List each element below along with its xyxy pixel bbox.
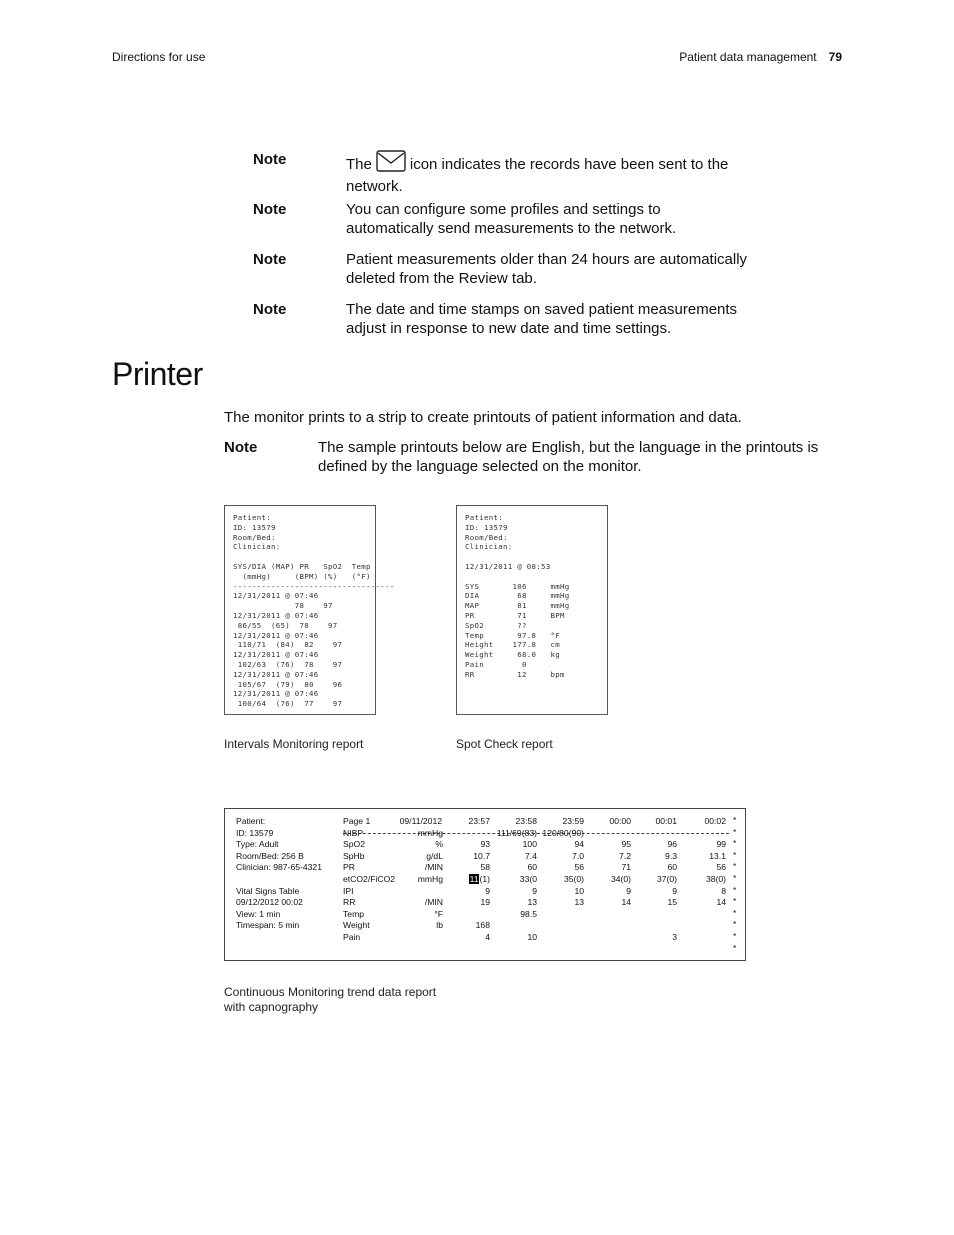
running-header-right: [679, 50, 842, 64]
data-cell: 13.1: [709, 850, 726, 861]
printout-line: 12/31/2011 @ 07:46: [233, 669, 319, 679]
note-label: Note: [253, 301, 287, 318]
data-cell: 10: [527, 932, 537, 942]
printout-line: Clinician:: [465, 542, 513, 552]
printout-text: [233, 513, 394, 709]
row-marker: *: [733, 931, 737, 941]
printout-line: 12/31/2011 @ 07:46: [233, 689, 319, 699]
data-cell: 7.2: [619, 850, 631, 861]
parameter-label: IPI: [343, 885, 354, 896]
running-header-left: Directions for use: [112, 50, 206, 64]
data-cell: 10.7: [473, 850, 490, 861]
patient-info-line: View: 1 min: [236, 908, 281, 919]
section-intro: The monitor prints to a strip to create printouts of patient information and data.: [224, 409, 742, 426]
patient-info-line: Vital Signs Table: [236, 885, 300, 896]
envelope-icon: [376, 150, 406, 177]
printout-line: Patient:: [465, 513, 503, 522]
unit-label: mmHg: [417, 874, 443, 884]
data-cell: 95: [621, 839, 631, 850]
data-cell: 35(0): [563, 874, 584, 884]
row-marker: *: [733, 919, 737, 930]
time-column-header: 23:59: [562, 816, 584, 826]
printout-line: Room/Bed:: [233, 532, 276, 542]
printout-line: Pain 0: [465, 659, 527, 669]
page-label: Page 1: [343, 816, 371, 826]
highlighted-value: 11: [469, 874, 479, 884]
note-label: Note: [224, 439, 258, 456]
data-cell: 9: [532, 885, 537, 896]
spot-check-report-printout: [456, 505, 608, 715]
data-cell: 93: [480, 839, 490, 850]
parameter-label: Weight: [343, 920, 370, 931]
note-text: The sample printouts below are English, but the language in the printouts is defined by the language selected on the monitor.: [318, 439, 819, 475]
row-marker: *: [733, 838, 737, 849]
spot-check-report-caption: Spot Check report: [456, 737, 553, 751]
unit-label: %: [435, 839, 443, 850]
value-remainder: (1): [479, 874, 490, 884]
data-cell: 37(0): [656, 874, 677, 884]
note-label: Note: [253, 251, 287, 268]
printout-line: SYS/DIA (MAP) PR SpO2 Temp: [233, 561, 371, 571]
printout-line: (mmHg) (BPM) (%) (°F): [233, 571, 371, 581]
data-cell: 111/69(83): [496, 827, 537, 838]
data-cell: 34(0): [610, 874, 631, 884]
data-cell: 7.4: [525, 850, 537, 861]
data-cell: 13: [527, 897, 537, 908]
unit-label: lb: [436, 920, 443, 931]
data-cell: 38(0): [705, 874, 726, 884]
printout-line: 78 97: [233, 601, 333, 611]
note-text: Patient measurements older than 24 hours are automatically deleted from the Review tab.: [346, 251, 748, 287]
data-cell: 9: [672, 885, 677, 896]
printout-line: SpO2 ??: [465, 620, 527, 630]
intervals-report-caption: Intervals Monitoring report: [224, 737, 364, 751]
printout-line: DIA 68 mmHg: [465, 591, 570, 601]
patient-info-line: Type: Adult: [236, 839, 279, 850]
data-cell: 168: [475, 920, 490, 931]
printout-line: [233, 552, 394, 562]
parameter-label: NIBP: [343, 827, 364, 838]
printout-line: 86/55 (65) 78 97: [233, 620, 338, 630]
page-number: 79: [828, 50, 842, 64]
row-marker: *: [733, 873, 737, 883]
note-text: The icon indicates the records have been sent to the network.: [346, 150, 728, 196]
note-text: You can configure some profiles and settings to automatically send measurements to the network.: [346, 201, 677, 237]
unit-label: /MIN: [424, 862, 443, 873]
printout-line: SYS 106 mmHg: [465, 581, 570, 591]
data-cell: 15: [667, 897, 677, 908]
printout-line: Height 177.8 cm: [465, 640, 560, 650]
data-cell: 58: [480, 862, 490, 873]
printout-line: 12/31/2011 @ 07:46: [233, 650, 319, 660]
note-auto-delete: [253, 250, 793, 290]
data-cell: 4: [485, 932, 490, 942]
printout-line: RR 12 bpm: [465, 669, 565, 679]
note-timestamps: [253, 300, 773, 340]
data-cell: 9: [626, 885, 631, 896]
trend-report-caption: Continuous Monitoring trend data report with capnography: [224, 985, 437, 1014]
printout-line: 110/71 (84) 82 97: [233, 640, 343, 650]
row-marker: *: [733, 896, 737, 907]
data-cell: 71: [621, 862, 631, 873]
printout-line: 100/64 (76) 77 97: [233, 699, 343, 709]
data-cell: 100: [522, 839, 537, 850]
section-title: Printer: [112, 356, 203, 392]
printout-line: 12/31/2011 @ 07:46: [233, 591, 319, 601]
data-cell: 94: [574, 839, 584, 850]
note-network-icon: [253, 150, 773, 195]
data-cell: 14: [621, 897, 631, 908]
row-marker: *: [733, 907, 737, 918]
time-column-header: 00:00: [609, 816, 631, 826]
unit-label: g/dL: [426, 850, 443, 861]
parameter-label: Temp: [343, 908, 365, 919]
data-cell: 56: [716, 862, 726, 873]
row-marker: *: [733, 942, 737, 953]
note-text: The date and time stamps on saved patient measurements adjust in response to new date and time settings.: [346, 301, 738, 337]
time-column-header: 23:58: [515, 816, 537, 826]
printout-line: Clinician:: [233, 542, 281, 552]
data-cell: 9: [485, 885, 490, 896]
printout-line: 102/63 (76) 78 97: [233, 659, 343, 669]
report-date: 09/11/2012: [399, 816, 442, 826]
printout-line: ----------------------------------: [233, 581, 395, 591]
time-column-header: 23:57: [468, 816, 490, 826]
trend-data-report-printout: [224, 808, 746, 961]
section-name: Patient data management: [679, 50, 817, 64]
note-label: Note: [253, 201, 287, 218]
data-cell: 98.5: [520, 908, 537, 919]
printout-line: [465, 572, 570, 582]
data-cell: 33(0: [519, 874, 537, 884]
note-auto-send: [253, 200, 773, 240]
data-cell: 60: [667, 862, 677, 873]
unit-label: °F: [434, 908, 443, 919]
printout-line: 105/67 (79) 80 96: [233, 679, 343, 689]
row-marker: *: [733, 849, 737, 860]
printout-line: 12/31/2011 @ 08:53: [465, 561, 551, 571]
note-language: [224, 438, 854, 478]
unit-label: /MIN: [424, 897, 443, 908]
data-cell: 60: [527, 862, 537, 873]
patient-info-line: Timespan: 5 min: [236, 920, 300, 931]
parameter-label: etCO2/FiCO2: [343, 874, 396, 884]
data-cell: 99: [716, 839, 726, 850]
time-column-header: 00:02: [704, 816, 726, 826]
parameter-label: RR: [343, 897, 356, 908]
data-cell: 3: [672, 932, 677, 942]
data-cell: 14: [716, 897, 726, 908]
patient-info-line: ID: 13579: [236, 827, 274, 838]
data-cell: 120/80(90): [542, 827, 584, 838]
row-marker: *: [733, 861, 737, 872]
data-cell: 19: [480, 897, 490, 908]
patient-info-line: Clinician: 987-65-4321: [236, 862, 322, 873]
printout-line: Temp 97.8 °F: [465, 630, 560, 640]
data-cell: 10: [574, 885, 584, 896]
row-marker: *: [733, 884, 737, 895]
data-cell: 8: [721, 885, 726, 896]
printout-line: 12/31/2011 @ 07:46: [233, 630, 319, 640]
parameter-label: SpHb: [343, 850, 365, 861]
intervals-report-printout: [224, 505, 395, 715]
printout-line: 12/31/2011 @ 07:46: [233, 610, 319, 620]
patient-info-line: Patient:: [236, 816, 266, 826]
row-marker: *: [733, 815, 737, 825]
data-cell: 7.0: [572, 850, 584, 861]
row-marker: *: [733, 826, 737, 837]
printout-line: Weight 68.0 kg: [465, 650, 560, 660]
printout-line: ID: 13579: [233, 522, 276, 532]
printout-line: ID: 13579: [465, 522, 508, 532]
parameter-label: PR: [343, 862, 355, 873]
data-cell: 13: [574, 897, 584, 908]
parameter-label: SpO2: [343, 839, 365, 850]
printout-line: Room/Bed:: [465, 532, 508, 542]
time-column-header: 00:01: [655, 816, 677, 826]
printout-line: Patient:: [233, 513, 271, 522]
note-label: Note: [253, 151, 287, 168]
data-cell: 56: [574, 862, 584, 873]
printout-line: MAP 81 mmHg: [465, 601, 570, 611]
data-cell: 96: [667, 839, 677, 850]
patient-info-line: Room/Bed: 256 B: [236, 850, 304, 861]
unit-label: mmHg: [417, 827, 443, 838]
patient-info-line: 09/12/2012 00:02: [236, 897, 303, 908]
parameter-label: Pain: [343, 932, 361, 942]
printout-line: [465, 552, 570, 562]
printout-line: PR 71 BPM: [465, 610, 565, 620]
printout-text: [465, 513, 570, 680]
data-cell: 9.3: [665, 850, 677, 861]
